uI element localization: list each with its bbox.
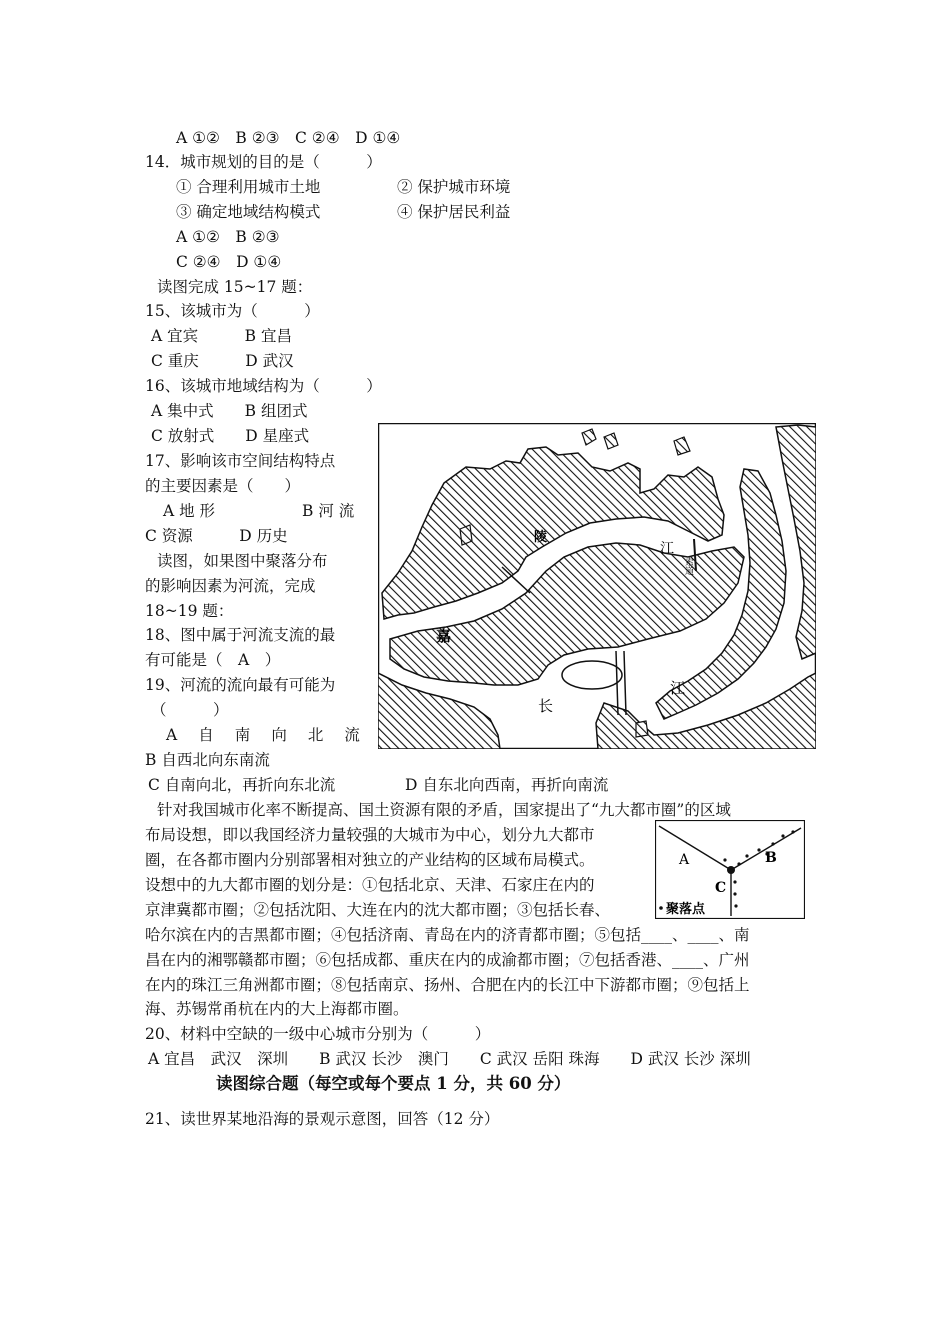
q18-stem-line1: 18、图中属于河流支流的最: [145, 626, 336, 644]
label-a: A: [679, 852, 690, 868]
passage-line1: 针对我国城市化率不断提高、国土资源有限的矛盾，国家提出了“九大都市圈”的区域: [157, 801, 731, 819]
q14-options-cd: C ②④ D ①④: [176, 253, 282, 271]
q20-options: A 宜昌 武汉 深圳 B 武汉 长沙 澳门 C 武汉 岳阳 珠海 D 武汉 长沙 深圳: [148, 1050, 751, 1068]
q14-item-3: ③ 确定地域结构模式: [176, 203, 321, 221]
passage-line4: 设想中的九大都市圈的划分是：①包括北京、天津、石家庄在内的: [145, 876, 595, 894]
settlement-main: [727, 866, 735, 874]
q15-options-cd: C 重庆 D 武汉: [151, 352, 294, 370]
q19-option-c: C 自南向北，再折向东北流: [148, 776, 336, 794]
river-island: [562, 661, 622, 689]
q16-options-cd: C 放射式 D 星座式: [151, 427, 310, 445]
settlement-point: [757, 848, 760, 851]
passage-line8: 在内的珠江三角洲都市圈；⑧包括南京、扬州、合肥在内的长江中下游都市圈；⑨包括上: [145, 976, 750, 994]
intro-18-line3: 18~19 题：: [145, 602, 234, 620]
label-c: C: [715, 880, 727, 896]
settlement-point: [791, 830, 794, 833]
settlement-point: [723, 858, 726, 861]
q21-stem: 21、读世界某地沿海的景观示意图，回答（12 分）: [145, 1110, 500, 1128]
label-jiang-south: 江: [670, 679, 686, 697]
legend-settlement-dot: [659, 906, 663, 910]
urban-patch: [636, 721, 648, 737]
settlement-point: [771, 842, 774, 845]
q18-stem-line2: 有可能是（ A ）: [145, 651, 281, 669]
q19-option-b: B 自西北向东南流: [145, 751, 270, 769]
q19-option-a-word: 流: [344, 726, 360, 744]
passage-line3: 圈，在各都市圈内分别部署相对独立的产业结构的区域布局模式。: [145, 851, 595, 869]
q16-stem: 16、该城市地域结构为（ ）: [145, 377, 382, 395]
label-suodao: 索道: [683, 557, 693, 575]
q17-option-b: B 河 流: [302, 502, 355, 520]
passage-line2: 布局设想，即以我国经济力量较强的大城市为中心，划分九大都市: [145, 826, 595, 844]
settlement-point: [737, 862, 740, 865]
label-ling: 陵: [534, 530, 548, 545]
passage-line6: 哈尔滨在内的吉黑都市圈；④包括济南、青岛在内的济青都市圈；⑤包括____、____、南: [145, 926, 750, 944]
settlement-point: [734, 904, 737, 907]
q19-stem-line1: 19、河流的流向最有可能为: [145, 676, 336, 694]
q19-option-a-word: 向: [271, 726, 287, 744]
settlement-point: [745, 854, 748, 857]
urban-patch: [460, 525, 472, 545]
q16-options-ab: A 集中式 B 组团式: [151, 402, 308, 420]
q17-option-a: A 地 形: [163, 502, 216, 520]
q15-stem: 15、该城市为（ ）: [145, 302, 320, 320]
q13-options: A ①② B ②③ C ②④ D ①④: [176, 129, 401, 147]
q19-stem-line2: （ ）: [151, 701, 229, 719]
q19-option-a-word: 南: [234, 726, 251, 744]
q17-options-cd: C 资源 D 历史: [145, 527, 288, 545]
q19-option-a-word: 北: [307, 726, 324, 744]
settlement-point: [733, 880, 736, 883]
q17-stem-line2: 的主要因素是（ ）: [145, 477, 301, 495]
city-river-map: [378, 423, 816, 749]
q19-option-a: [166, 723, 360, 747]
q14-item-2: ② 保护城市环境: [397, 178, 511, 196]
intro-15-17: 读图完成 15~17 题：: [157, 278, 313, 296]
label-chang: 长: [538, 697, 554, 715]
section-title: 读图综合题（每空或每个要点 1 分，共 60 分）: [216, 1074, 571, 1093]
label-b: B: [765, 850, 777, 866]
settlement-point: [781, 834, 784, 837]
q14-options-ab: A ①② B ②③: [176, 228, 280, 246]
q20-stem: 20、材料中空缺的一级中心城市分别为（ ）: [145, 1025, 491, 1043]
legend-label: 聚落点: [666, 902, 706, 917]
intro-18-line1: 读图，如果图中聚落分布: [157, 552, 328, 570]
q15-options-ab: A 宜宾 B 宜昌: [151, 327, 292, 345]
settlement-point: [733, 892, 736, 895]
label-jiang-north: 江: [660, 541, 674, 557]
passage-line7: 昌在内的湘鄂赣都市圈；⑥包括成都、重庆在内的成渝都市圈；⑦包括香港、____、广州: [145, 951, 750, 969]
settlement-river-diagram: [655, 820, 805, 919]
passage-line5: 京津冀都市圈；②包括沈阳、大连在内的沈大都市圈；③包括长春、: [145, 901, 611, 919]
q14-item-4: ④ 保护居民利益: [397, 203, 511, 221]
q19-option-d: D 自东北向西南，再折向南流: [405, 776, 609, 794]
q19-option-a-word: A: [166, 726, 178, 744]
label-jia: 嘉: [436, 627, 452, 645]
q17-stem-line1: 17、影响该市空间结构特点: [145, 452, 336, 470]
passage-line9: 海、苏锡常甬杭在内的大上海都市圈。: [145, 1000, 409, 1018]
q19-option-a-word: 自: [198, 726, 214, 744]
q14-stem: 14．城市规划的目的是（ ）: [145, 153, 382, 171]
intro-18-line2: 的影响因素为河流，完成: [145, 577, 316, 595]
q14-item-1: ① 合理利用城市土地: [176, 178, 321, 196]
